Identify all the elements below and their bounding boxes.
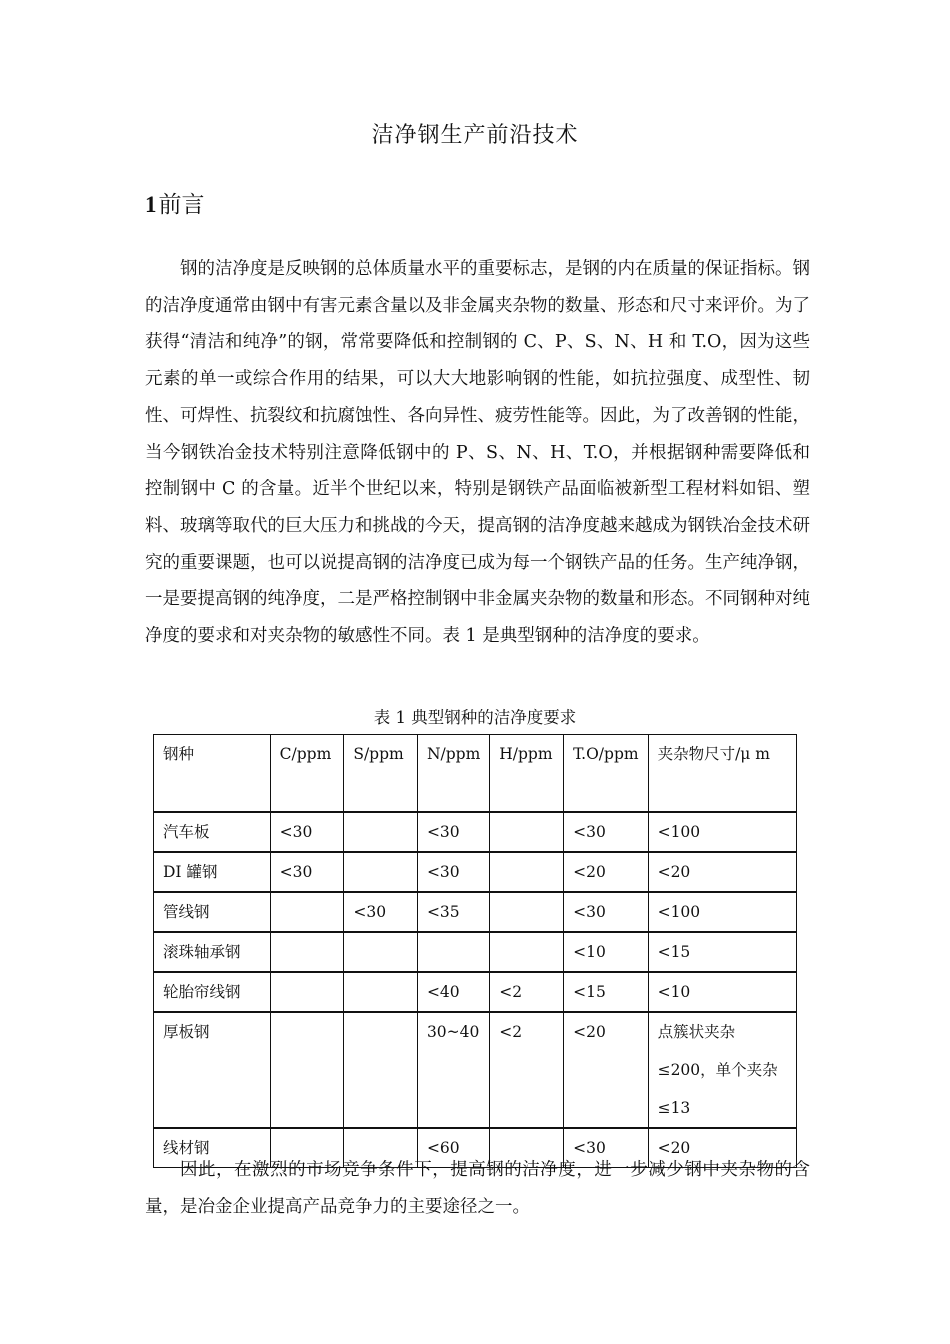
table-row (154, 1012, 797, 1128)
table-cell: <20 (564, 1012, 648, 1128)
section-number: 1 (145, 192, 157, 217)
table-cell: 点簇状夹杂≤200，单个夹杂≤13 (648, 1012, 796, 1128)
table-header-row (154, 735, 797, 813)
table-cell: 厚板钢 (154, 1012, 271, 1128)
table-cell (344, 972, 418, 1012)
table-row (154, 892, 797, 932)
table-cell (490, 812, 564, 852)
table-header-cell: H/ppm (490, 735, 564, 813)
table-cell (344, 1012, 418, 1128)
table-cell: <10 (648, 972, 796, 1012)
table-cell (344, 812, 418, 852)
table-cell: <30 (564, 812, 648, 852)
table-cell: <60 (417, 1128, 489, 1168)
intro-paragraph: 钢的洁净度是反映钢的总体质量水平的重要标志，是钢的内在质量的保证指标。钢的洁净度通常由钢中有害元素含量以及非金属夹杂物的数量、形态和尺寸来评价。为了获得“清洁和纯净”的钢，常常要降低和控制钢的 C、P、S、N、H 和 T.O，因为这些元素的单一或综合作用的结果，可以大大地影响钢的性能，如抗拉强度、成型性、韧性、可焊性、抗裂纹和抗腐蚀性、各向异性、疲劳性能等。因此，为了改善钢的性能，当今钢铁冶金技术特别注意降低钢中的 P、S、N、H、T.O，并根据钢种需要降低和控制钢中 C 的含量。近半个世纪以来，特别是钢铁产品面临被新型工程材料如铝、塑料、玻璃等取代的巨大压力和挑战的今天，提高钢的洁净度越来越成为钢铁冶金技术研究的重要课题，也可以说提高钢的洁净度已成为每一个钢铁产品的任务。生产纯净钢，一是要提高钢的纯净度，二是严格控制钢中非金属夹杂物的数量和形态。不同钢种对纯净度的要求和对夹杂物的敏感性不同。表 1 是典型钢种的洁净度的要求。 (145, 259, 810, 647)
table-cell (270, 932, 344, 972)
table-cell: <40 (417, 972, 489, 1012)
table-cell: 线材钢 (154, 1128, 271, 1168)
table-cell: <20 (648, 852, 796, 892)
table-cell (270, 972, 344, 1012)
table-cell: <100 (648, 892, 796, 932)
table-cell: <15 (648, 932, 796, 972)
table-cell: <10 (564, 932, 648, 972)
document-title: 洁净钢生产前沿技术 (371, 123, 579, 148)
table-row (154, 972, 797, 1012)
table-cell: <30 (270, 812, 344, 852)
table-cell: <100 (648, 812, 796, 852)
table-header-cell: 钢种 (154, 735, 271, 813)
table-cell (270, 1012, 344, 1128)
table-cell: <35 (417, 892, 489, 932)
table-row (154, 812, 797, 852)
table-cell: <30 (270, 852, 344, 892)
table-cell (344, 852, 418, 892)
table-cell: 滚珠轴承钢 (154, 932, 271, 972)
section-heading (145, 186, 205, 219)
table-cell: 汽车板 (154, 812, 271, 852)
table-cell: <20 (564, 852, 648, 892)
table-cell (344, 932, 418, 972)
table-cell: <2 (490, 1012, 564, 1128)
table-header-cell: C/ppm (270, 735, 344, 813)
table-header-cell: S/ppm (344, 735, 418, 813)
table-cell: <30 (344, 892, 418, 932)
table-cell: 管线钢 (154, 892, 271, 932)
table-cell (490, 892, 564, 932)
table-header-cell: 夹杂物尺寸/μ m (648, 735, 796, 813)
table-cell (270, 892, 344, 932)
cleanliness-table (153, 734, 797, 1168)
table-caption: 表 1 典型钢种的洁净度要求 (373, 708, 577, 727)
table-cell: <20 (648, 1128, 796, 1168)
table-cell: <30 (417, 812, 489, 852)
section-title: 前言 (158, 192, 205, 218)
table-cell (490, 852, 564, 892)
table-header-cell: T.O/ppm (564, 735, 648, 813)
table-cell: 轮胎帘线钢 (154, 972, 271, 1012)
table-cell: <30 (564, 1128, 648, 1168)
table-cell (417, 932, 489, 972)
table-cell: DI 罐钢 (154, 852, 271, 892)
table-cell: <2 (490, 972, 564, 1012)
table-cell: <30 (417, 852, 489, 892)
table-cell (490, 932, 564, 972)
table-row (154, 852, 797, 892)
conclusion-paragraph: 因此，在激烈的市场竞争条件下，提高钢的洁净度，进一步减少钢中夹杂物的含量，是冶金企业提高产品竞争力的主要途径之一。 (145, 1160, 810, 1217)
table-cell: <15 (564, 972, 648, 1012)
table-cell: <30 (564, 892, 648, 932)
table-cell: 30~40 (417, 1012, 489, 1128)
table-header-cell: N/ppm (417, 735, 489, 813)
table-row (154, 932, 797, 972)
